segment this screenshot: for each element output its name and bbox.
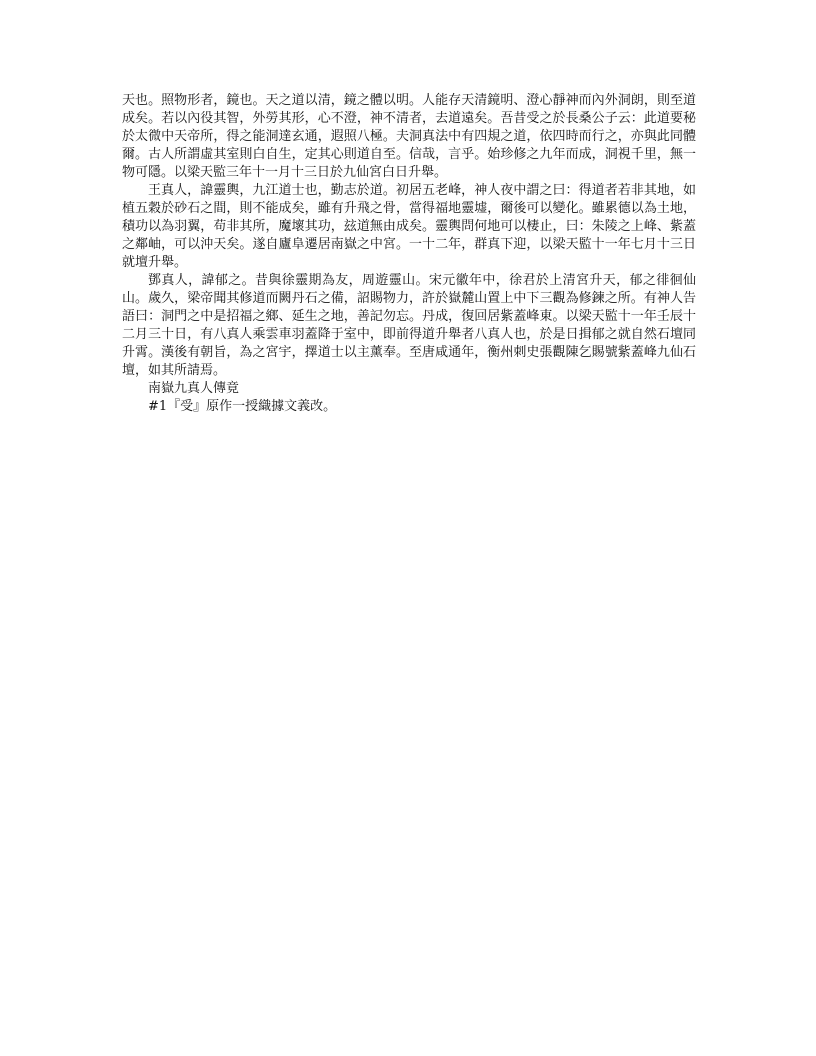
paragraph-3: 鄧真人，諱郁之。昔與徐靈期為友，周遊靈山。宋元徽年中，徐君於上清宮升天，郁之徘徊仙山。歲久，梁帝聞其修道而闕丹石之備，詔賜物力，許於嶽麓山置上中下三觀為修鍊之所。有神人告語曰：洞門之中是招福之鄉、延生之地，善記勿忘。丹成，復回居紫蓋峰東。以梁天監十一年壬辰十二月三十日，有八真人乘雲車羽蓋降于室中，即前得道升舉者八真人也，於是日揖郁之就自然石壇同升霄。漢後有朝旨，為之宮宇，擇道士以主薰奉。至唐咸通年，衡州刺史張觀陳乞賜號紫蓋峰九仙石壇，如其所請焉。 — [122, 273, 696, 378]
paragraph-2: 王真人，諱靈輿，九江道士也，勤志於道。初居五老峰，神人夜中謂之曰：得道者若非其地，如植五穀於砂石之間，則不能成矣，雖有升飛之骨，當得福地靈墟，爾後可以變化。雖累德以為土地，積功以為羽翼，苟非其所，魔壞其功，玆道無由成矣。靈輿問何地可以棲止，曰：朱陵之上峰、紫蓋之鄰岫，可以沖天矣。遂自廬阜遷居南嶽之中宮。一十二年，群真下迎，以梁天監十一年七月十三日就壇升舉。 — [122, 183, 696, 270]
footnote: #1『受』原作一授織據文義改。 — [148, 399, 337, 414]
document-body — [122, 92, 696, 416]
paragraph-1: 天也。照物形者，鏡也。天之道以清，鏡之體以明。人能存天清鏡明、澄心靜神而內外洞朗，則至道成矣。若以內役其智，外勞其形，心不澄，神不清者，去道遠矣。吾昔受之於長桑公子云：此道要秘於太微中天帝所，得之能洞達玄通，遐照八極。夫洞真法中有四規之道，依四時而行之，亦與此同體爾。古人所謂虛其室則白自生，定其心則道自至。信哉，言乎。始珍修之九年而成，洞視千里，無一物可隱。以梁天監三年十一月十三日於九仙宮白日升舉。 — [122, 93, 696, 180]
closing-title: 南嶽九真人傳竟 — [148, 381, 240, 396]
